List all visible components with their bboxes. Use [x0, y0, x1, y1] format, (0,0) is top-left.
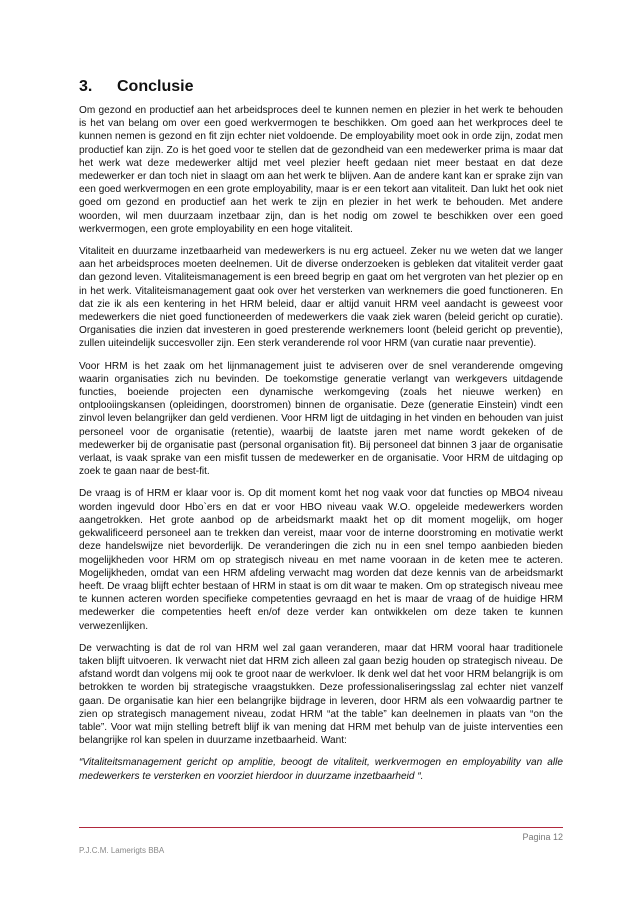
- footer-divider: [79, 827, 563, 828]
- paragraph-4: De vraag is of HRM er klaar voor is. Op dit moment komt het nog vaak voor dat functies op MBO4 niveau worden ingevuld door Hbo`ers en dat er voor HBO niveau vaak W.O. opgeleide medewerkers worden aangetrokken. Het grote aanbod op de arbeidsmarkt maakt het op dit moment mogelijk, om hoger gekwalificeerd personeel aan te trekken dan vereist, maar voor de interne doorstroming en motivatie werkt deze handelswijze niet bevorderlijk. De veranderingen die zich nu in een snel tempo aanbieden bieden mogelijkheden voor HRM om op strategisch niveau en met name vooraan in de keten mee te acteren. Mogelijkheden, omdat van een HRM afdeling verwacht mag worden dat deze kennis van de arbeidsmarkt heeft. De vraag blijft echter bestaan of HRM in staat is om dit waar te maken. Om op strategisch niveau mee te kunnen acteren worden specifieke competenties gevraagd en het is maar de vraag of de huidige HRM medewerker die competenties heeft en/of deze verder kan ontwikkelen om deze taken te kunnen verwezenlijken.: [79, 488, 563, 632]
- paragraph-3: Voor HRM is het zaak om het lijnmanagement juist te adviseren over de snel veranderende omgeving waarin organisaties zich nu bevinden. De toekomstige generatie verlangt van werkgevers uitdagende functies, boeiende projecten een dynamische werkomgeving (zoals het nieuwe werken) en ontplooiingskansen (opleidingen, doorstromen) binnen de organisatie. Deze (generatie Einstein) vindt een zinvol leven belangrijker dan geld verdienen. Voor HRM ligt de uitdaging in het vinden en behouden van juist personeel voor de organisatie (retentie), waarbij de laatste jaren met name wordt gekeken of de medewerker bij de organisatie past (personal organisation fit). Bij personeel dat binnen 3 jaar de organisatie verlaat, is vaak sprake van een misfit tussen de medewerker en de organisatie. Voor HRM de uitdaging op zoek te gaan naar de best-fit.: [79, 360, 563, 478]
- paragraph-1: Om gezond en productief aan het arbeidsproces deel te kunnen nemen en plezier in het werk te behouden is het van belang om over een goed werkvermogen te beschikken. Om goed aan het werkproces deel te kunnen nemen is gezond en fit zijn echter niet voldoende. De employability moet ook in orde zijn, zodat men productief kan zijn. Zo is het goed voor te stellen dat de gezondheid van een medewerker prima is maar dat het werk wat deze medewerker altijd met veel plezier heeft gedaan niet meer bestaat en dat deze medewerker er dan toch niet in slaagt om aan het werk te blijven. Aan de andere kant kan er sprake zijn van een goed werkvermogen en een grote employability, maar is er een tekort aan vitaliteit. Dan lukt het ook niet goed om gezond en productief aan het werk te zijn en plezier in het werk te behouden. Met andere woorden, wil men duurzaam inzetbaar zijn, dan is het nodig om zowel te beschikken over een goed werkvermogen, een grote employability en een hoge vitaliteit.: [79, 105, 563, 235]
- closing-quote: “Vitaliteitsmanagement gericht op amplitie, beoogt de vitaliteit, werkvermogen en employability van alle medewerkers te versterken en voorziet hierdoor in duurzame inzetbaarheid “.: [79, 757, 563, 782]
- footer-author: P.J.C.M. Lamerigts BBA: [79, 846, 165, 855]
- section-title: Conclusie: [117, 78, 194, 95]
- body-text: [79, 104, 563, 792]
- paragraph-5: De verwachting is dat de rol van HRM wel zal gaan veranderen, maar dat HRM vooral haar traditionele taken blijft uitvoeren. Ik verwacht niet dat HRM zich alleen zal gaan bezig houden op strategisch niveau. De afstand wordt dan volgens mij ook te groot naar de werkvloer. Ik denk wel dat het voor HRM belangrijk is om betrokken te worden bij strategische vraagstukken. Deze professionaliseringsslag zal echter niet vanzelf gaan. De organisatie kan hier een belangrijke bijdrage in leveren, door HRM als een volwaardig partner te zien op strategisch management niveau, zodat HRM “at the table” kan deelnemen in plaats van “on the table”. Voor wat mijn stelling betreft blijf ik van mening dat HRM met behulp van de juiste interventies een belangrijke rol kan spelen in duurzame inzetbaarheid. Want:: [79, 642, 563, 747]
- section-heading: [79, 78, 193, 96]
- page-number: Pagina 12: [522, 832, 563, 842]
- section-number: 3.: [79, 78, 93, 95]
- paragraph-2: Vitaliteit en duurzame inzetbaarheid van medewerkers is nu erg actueel. Zeker nu we weten dat we langer aan het arbeidsproces moeten deelnemen. Uit de diverse onderzoeken is gebleken dat vitaliteit verder gaat dan gezond leven. Vitaliteismanagement is een breed begrip en gaat om het vergroten van het plezier op en in het werk. Vitaliteismanagement gaat ook over het versterken van werknemers die goed functioneren. En dat zie ik als een kentering in het HRM beleid, daar er altijd vanuit HRM veel aandacht is geweest voor medewerkers die niet goed functioneerden of medewerkers die vaak ziek waren (beleid gericht op curatie). Organisaties die inzien dat investeren in goed presterende werknemers loont (beleid gericht op preventie), zullen uiteindelijk succesvoller zijn. Een sterk veranderende rol voor HRM (van curatie naar preventie).: [79, 246, 563, 350]
